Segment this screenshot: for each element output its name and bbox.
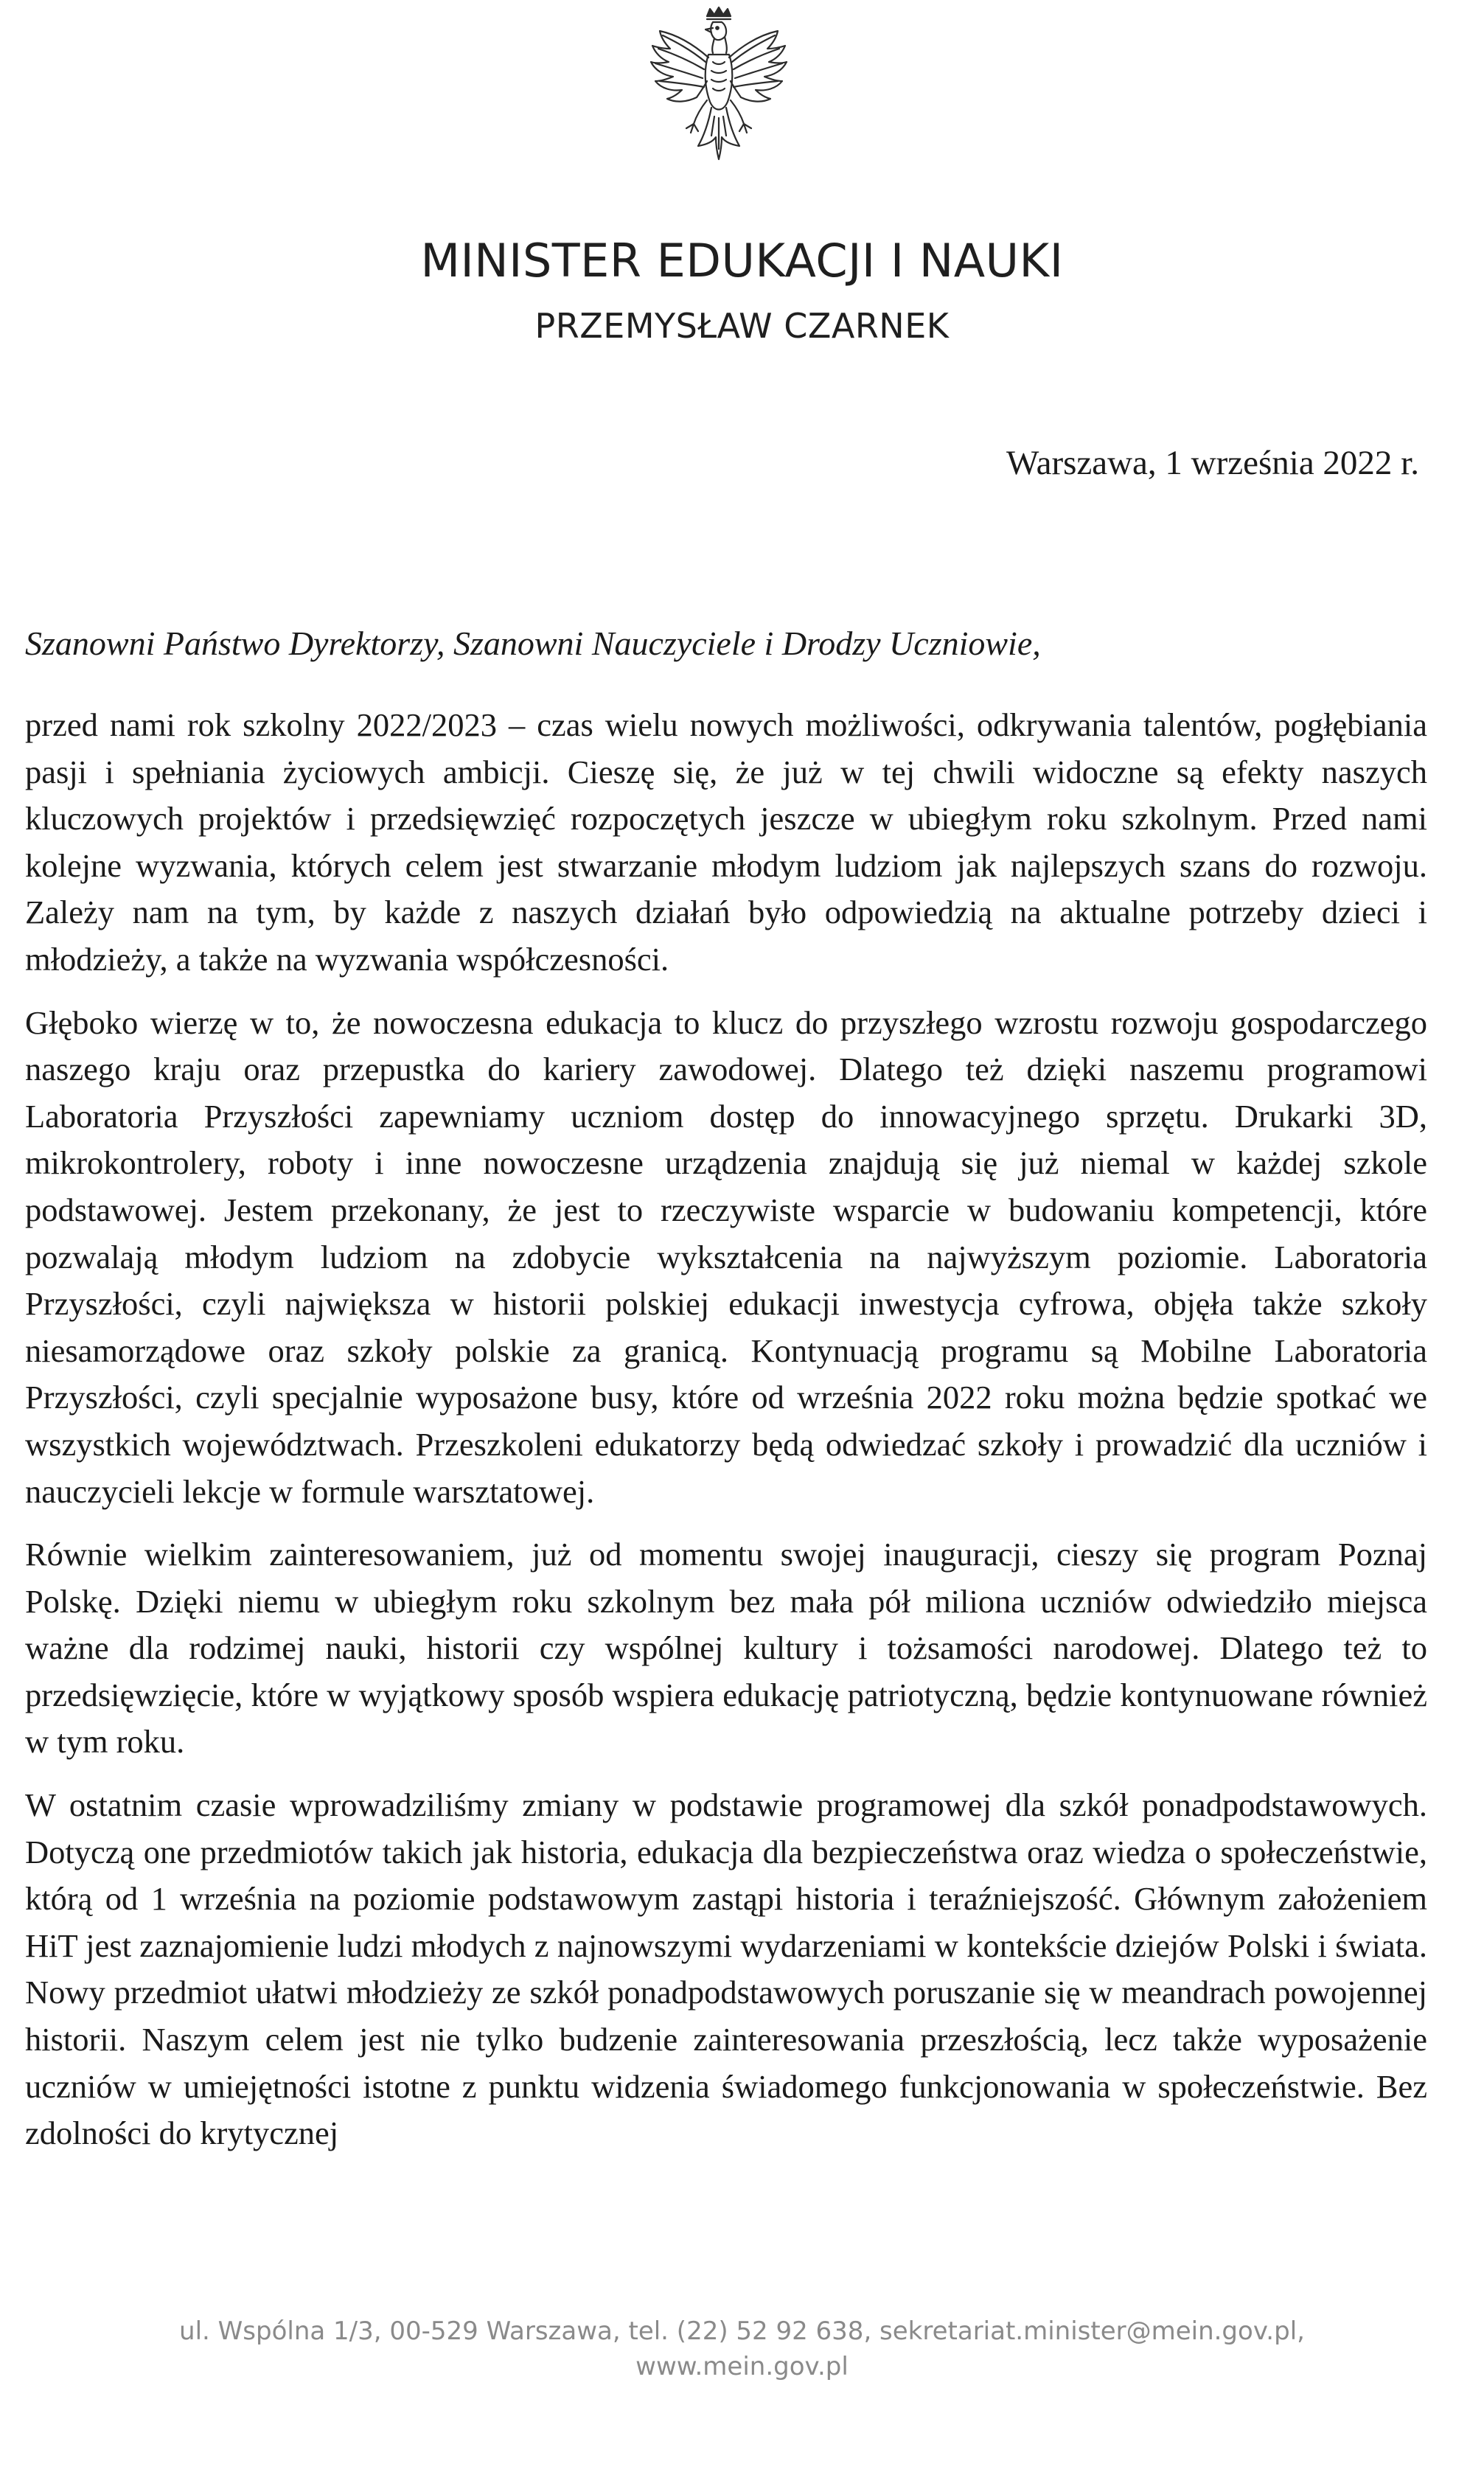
body-paragraph: W ostatnim czasie wprowadziliśmy zmiany w podstawie programowej dla szkół ponadpodstawowych. Dotyczą one przedmiotów takich jak historia, edukacja dla bezpieczeństwa oraz wiedza o społeczeństwie, którą od 1 września na poziomie podstawowym zastąpi historia i teraźniejszość. Głównym założeniem HiT jest zaznajomienie ludzi młodych z najnowszymi wydarzeniami w kontekście dziejów Polski i świata. Nowy przedmiot ułatwi młodzieży ze szkół ponadpodstawowych poruszanie się w meandrach powojennej historii. Naszym celem jest nie tylko budzenie zainteresowania przeszłością, lecz także wyposażenie uczniów w umiejętności istotne z punktu widzenia świadomego funkcjonowania w społeczeństwie. Bez zdolności do krytycznej — [25, 1786, 1427, 2152]
polish-eagle-emblem-icon — [645, 6, 792, 177]
letter-footer — [0, 2314, 1484, 2384]
footer-website: www.mein.gov.pl — [635, 2352, 849, 2381]
body-paragraph: Równie wielkim zainteresowaniem, już od momentu swojej inauguracji, cieszy się program Poznaj Polskę. Dzięki niemu w ubiegłym roku szkolnym bez mała pół miliona uczniów odwiedziło miejsca ważne dla rodzimej nauki, historii czy wspólnej kultury i tożsamości narodowej. Dlatego też to przedsięwzięcie, które w wyjątkowy sposób wspiera edukację patriotyczną, będzie kontynuowane również w tym roku. — [25, 1536, 1427, 1761]
footer-address: ul. Wspólna 1/3, 00-529 Warszawa, tel. (22) 52 92 638, sekretariat.minister@mein.gov.pl, — [179, 2316, 1305, 2346]
letter-body — [25, 702, 1427, 2173]
body-paragraph: przed nami rok szkolny 2022/2023 – czas wielu nowych możliwości, odkrywania talentów, pogłębiania pasji i spełniania życiowych ambicji. Cieszę się, że już w tej chwili widoczne są efekty naszych kluczowych projektów i przedsięwzięć rozpoczętych jeszcze w ubiegłym roku szkolnym. Przed nami kolejne wyzwania, których celem jest stwarzanie młodym ludziom jak najlepszych szans do rozwoju. Zależy nam na tym, by każde z naszych działań było odpowiedzią na aktualne potrzeby dzieci i młodzieży, a także na wyzwania współczesności. — [25, 706, 1427, 978]
minister-name: PRZEMYSŁAW CZARNEK — [534, 306, 950, 346]
minister-title: MINISTER EDUKACJI I NAUKI — [420, 234, 1064, 288]
body-paragraph: Głęboko wierzę w to, że nowoczesna edukacja to klucz do przyszłego wzrostu rozwoju gospodarczego naszego kraju oraz przepustka do kariery zawodowej. Dlatego też dzięki naszemu programowi Laboratoria Przyszłości zapewniamy uczniom dostęp do innowacyjnego sprzętu. Drukarki 3D, mikrokontrolery, roboty i inne nowoczesne urządzenia znajdują się już niemal w każdej szkole podstawowej. Jestem przekonany, że jest to rzeczywiste wsparcie w budowaniu kompetencji, które pozwalają młodym ludziom na zdobycie wykształcenia na najwyższym poziomie. Laboratoria Przyszłości, czyli największa w historii polskiej edukacji inwestycja cyfrowa, objęła także szkoły niesamorządowe oraz szkoły polskie za granicą. Kontynuacją programu są Mobilne Laboratoria Przyszłości, czyli specjalnie wyposażone busy, które od września 2022 roku można będzie spotkać we wszystkich województwach. Przeszkoleni edukatorzy będą odwiedzać szkoły i prowadzić dla uczniów i nauczycieli lekcje w formule warsztatowej. — [25, 1003, 1427, 1510]
letter-salutation: Szanowni Państwo Dyrektorzy, Szanowni Nauczyciele i Drodzy Uczniowie, — [25, 624, 1041, 662]
letter-date: Warszawa, 1 września 2022 r. — [1006, 444, 1419, 482]
